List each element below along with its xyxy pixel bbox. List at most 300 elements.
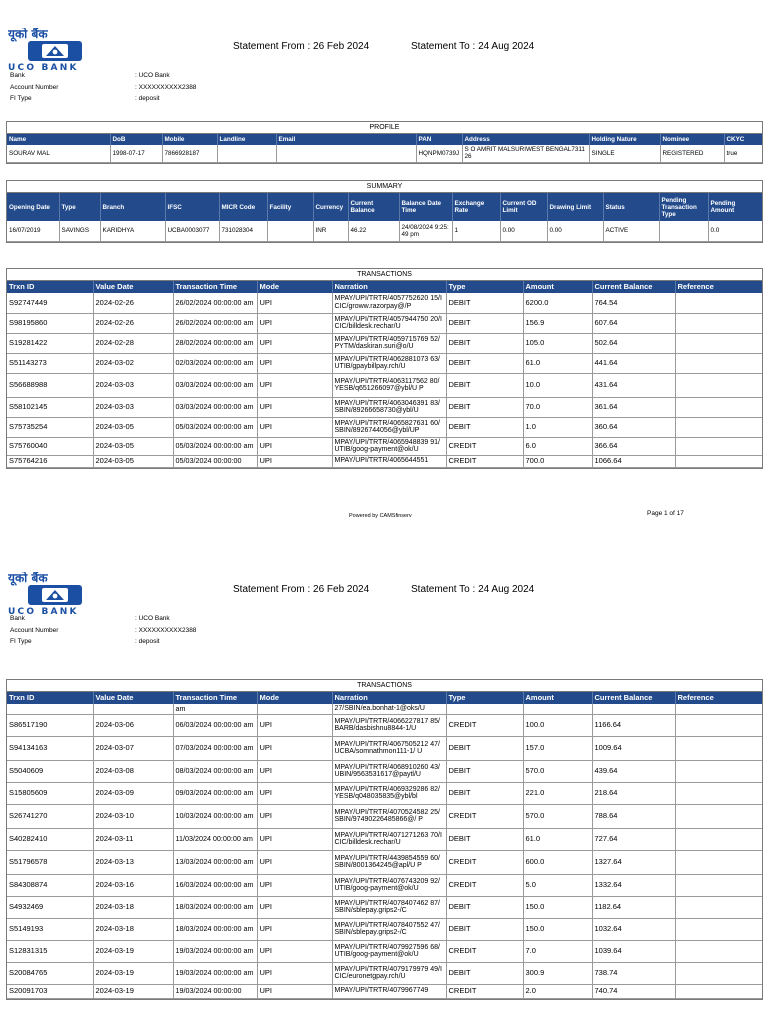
transaction-time-cell: 13/03/2024 00:00:00 am	[173, 850, 257, 874]
narration-cell: MPAY/UPI/TRTR/4059715769 52/PYTM/daskiran.suri@o/U	[332, 333, 446, 353]
narration-cell: MPAY/UPI/TRTR/4078407462 87/SBIN/sblepay.grips2-/C	[332, 896, 446, 918]
narration-cell: MPAY/UPI/TRTR/4079967749	[332, 984, 446, 998]
type-cell: DEBIT	[446, 333, 523, 353]
trxn-id-cell: S75760040	[7, 437, 93, 455]
type-cell: DEBIT	[446, 760, 523, 782]
logo-hindi-text: यूको बैंक	[8, 28, 48, 41]
summary-cell: 16/07/2019	[7, 221, 59, 241]
transaction-time-cell: 03/03/2024 00:00:00 am	[173, 397, 257, 417]
reference-cell	[675, 962, 762, 984]
narration-cell: 27/SBIN/ea.bonhat-1@oks/U	[332, 704, 446, 714]
mode-cell: UPI	[257, 455, 332, 467]
summary-table	[6, 180, 763, 243]
current-balance-cell: 764.54	[592, 293, 675, 313]
transaction-row	[7, 714, 762, 736]
meta-label: Bank	[10, 72, 25, 79]
mode-cell: UPI	[257, 962, 332, 984]
type-cell: DEBIT	[446, 828, 523, 850]
transactions-column-header: Amount	[523, 281, 592, 293]
transactions-column-header: Current Balance	[592, 281, 675, 293]
powered-by: Powered by CAMSfinserv	[349, 513, 412, 519]
transactions-column-header: Reference	[675, 281, 762, 293]
reference-cell	[675, 455, 762, 467]
current-balance-cell: 439.64	[592, 760, 675, 782]
summary-column-header: Branch	[100, 193, 165, 221]
transaction-row	[7, 397, 762, 417]
current-balance-cell: 1009.64	[592, 736, 675, 760]
amount-cell: 7.0	[523, 940, 592, 962]
type-cell: CREDIT	[446, 804, 523, 828]
logo-english-text: UCO BANK	[8, 607, 79, 616]
transaction-row	[7, 373, 762, 397]
profile-column-header: Holding Nature	[589, 134, 660, 145]
meta-row-account-number	[10, 627, 196, 639]
reference-cell	[675, 896, 762, 918]
transactions-column-header: Trxn ID	[7, 692, 93, 704]
trxn-id-cell: S26741270	[7, 804, 93, 828]
meta-value: : UCO Bank	[135, 615, 170, 622]
transaction-row	[7, 850, 762, 874]
value-date-cell: 2024-03-05	[93, 417, 173, 437]
transactions-column-header: Value Date	[93, 692, 173, 704]
reference-cell	[675, 313, 762, 333]
transactions-column-header: Reference	[675, 692, 762, 704]
value-date-cell: 2024-03-11	[93, 828, 173, 850]
trxn-id-cell: S98195860	[7, 313, 93, 333]
reference-cell	[675, 353, 762, 373]
amount-cell	[523, 704, 592, 714]
trxn-id-cell: S56688988	[7, 373, 93, 397]
trxn-id-cell: S51143273	[7, 353, 93, 373]
mode-cell: UPI	[257, 804, 332, 828]
transaction-time-cell: 06/03/2024 00:00:00 am	[173, 714, 257, 736]
profile-cell	[276, 145, 416, 162]
value-date-cell: 2024-03-03	[93, 397, 173, 417]
reference-cell	[675, 874, 762, 896]
transactions-column-header: Amount	[523, 692, 592, 704]
meta-row-fi-type	[10, 638, 196, 650]
mode-cell: UPI	[257, 940, 332, 962]
transaction-row	[7, 417, 762, 437]
transaction-time-cell: 18/03/2024 00:00:00 am	[173, 896, 257, 918]
summary-data-row	[7, 221, 762, 241]
narration-cell: MPAY/UPI/TRTR/4068910260 43/UBIN/9563531617@paytl/U	[332, 760, 446, 782]
profile-cell: S O AMRIT MALSURIWEST BENGAL731126	[462, 145, 589, 162]
type-cell: DEBIT	[446, 397, 523, 417]
type-cell: DEBIT	[446, 962, 523, 984]
current-balance-cell: 607.64	[592, 313, 675, 333]
value-date-cell: 2024-03-09	[93, 782, 173, 804]
summary-cell: 0.0	[708, 221, 762, 241]
statement-from: Statement From : 26 Feb 2024	[233, 41, 370, 52]
trxn-id-cell: S94134163	[7, 736, 93, 760]
profile-column-header: Mobile	[162, 134, 217, 145]
summary-column-header: Type	[59, 193, 100, 221]
summary-column-header: Currency	[313, 193, 348, 221]
mode-cell: UPI	[257, 373, 332, 397]
amount-cell: 1.0	[523, 417, 592, 437]
summary-column-header: Current Balance	[348, 193, 399, 221]
current-balance-cell: 740.74	[592, 984, 675, 998]
transactions-header-row	[7, 281, 762, 293]
summary-column-header: Drawing Limit	[547, 193, 603, 221]
transaction-time-cell: 05/03/2024 00:00:00	[173, 455, 257, 467]
profile-column-header: Landline	[217, 134, 276, 145]
amount-cell: 150.0	[523, 918, 592, 940]
amount-cell: 10.0	[523, 373, 592, 397]
current-balance-cell: 1066.64	[592, 455, 675, 467]
trxn-id-cell: S12831315	[7, 940, 93, 962]
summary-cell: 0.00	[500, 221, 547, 241]
amount-cell: 150.0	[523, 896, 592, 918]
narration-cell: MPAY/UPI/TRTR/4063117562 80/YESB/q651266097@ybl/U P	[332, 373, 446, 397]
profile-header-row	[7, 134, 762, 145]
transaction-row	[7, 437, 762, 455]
reference-cell	[675, 782, 762, 804]
transaction-time-cell: 07/03/2024 00:00:00 am	[173, 736, 257, 760]
amount-cell: 6200.0	[523, 293, 592, 313]
amount-cell: 700.0	[523, 455, 592, 467]
summary-column-header: Facility	[267, 193, 313, 221]
mode-cell: UPI	[257, 850, 332, 874]
current-balance-cell: 361.64	[592, 397, 675, 417]
summary-cell: SAVINGS	[59, 221, 100, 241]
mode-cell: UPI	[257, 353, 332, 373]
reference-cell	[675, 714, 762, 736]
transaction-row	[7, 962, 762, 984]
reference-cell	[675, 704, 762, 714]
summary-column-header: IFSC	[165, 193, 219, 221]
type-cell: CREDIT	[446, 437, 523, 455]
reference-cell	[675, 293, 762, 313]
mode-cell	[257, 704, 332, 714]
type-cell: CREDIT	[446, 984, 523, 998]
statement-to: Statement To : 24 Aug 2024	[411, 584, 535, 595]
meta-value: : XXXXXXXXXX2388	[135, 83, 197, 91]
transactions-column-header: Type	[446, 692, 523, 704]
summary-cell: 731028304	[219, 221, 267, 241]
summary-column-header: Current OD Limit	[500, 193, 547, 221]
summary-title: SUMMARY	[7, 181, 762, 193]
meta-label: Account Number	[10, 626, 59, 634]
value-date-cell: 2024-03-18	[93, 918, 173, 940]
value-date-cell: 2024-03-19	[93, 984, 173, 998]
transaction-time-cell: 05/03/2024 00:00:00 am	[173, 437, 257, 455]
transaction-time-cell: 03/03/2024 00:00:00 am	[173, 373, 257, 397]
transaction-row	[7, 455, 762, 467]
narration-cell: MPAY/UPI/TRTR/4079927596 68/UTIB/goog-payment@ok/U	[332, 940, 446, 962]
profile-cell: 1998-07-17	[110, 145, 162, 162]
reference-cell	[675, 333, 762, 353]
current-balance-cell: 431.64	[592, 373, 675, 397]
trxn-id-cell: S15805609	[7, 782, 93, 804]
summary-cell: 24/08/2024 9:25:49 pm	[399, 221, 452, 241]
transaction-row	[7, 828, 762, 850]
transaction-row	[7, 804, 762, 828]
reference-cell	[675, 437, 762, 455]
transaction-time-cell: 28/02/2024 00:00:00 am	[173, 333, 257, 353]
current-balance-cell: 1327.64	[592, 850, 675, 874]
type-cell: DEBIT	[446, 373, 523, 397]
summary-cell	[659, 221, 708, 241]
amount-cell: 156.9	[523, 313, 592, 333]
amount-cell: 570.0	[523, 804, 592, 828]
meta-label: FI Type	[10, 638, 32, 645]
profile-column-header: Nominee	[660, 134, 724, 145]
narration-cell: MPAY/UPI/TRTR/4079179979 49/ICIC/euronetgpay.rch/U	[332, 962, 446, 984]
transaction-row	[7, 760, 762, 782]
amount-cell: 157.0	[523, 736, 592, 760]
amount-cell: 61.0	[523, 353, 592, 373]
type-cell: DEBIT	[446, 313, 523, 333]
type-cell: DEBIT	[446, 417, 523, 437]
value-date-cell: 2024-03-19	[93, 940, 173, 962]
logo-english-text: UCO BANK	[8, 63, 79, 72]
trxn-id-cell: S19281422	[7, 333, 93, 353]
value-date-cell: 2024-03-08	[93, 760, 173, 782]
transaction-time-cell: 16/03/2024 00:00:00 am	[173, 874, 257, 896]
summary-cell: UCBA0003077	[165, 221, 219, 241]
current-balance-cell: 1332.64	[592, 874, 675, 896]
reference-cell	[675, 417, 762, 437]
current-balance-cell: 1039.64	[592, 940, 675, 962]
summary-cell: 46.22	[348, 221, 399, 241]
profile-table	[6, 121, 763, 164]
meta-row-account-number	[10, 84, 196, 96]
profile-title: PROFILE	[7, 122, 762, 134]
logo-hindi-text: यूको बैंक	[8, 572, 48, 585]
current-balance-cell: 727.64	[592, 828, 675, 850]
transaction-time-cell: 19/03/2024 00:00:00	[173, 984, 257, 998]
trxn-id-cell: S92747449	[7, 293, 93, 313]
transaction-row	[7, 984, 762, 998]
transactions-title: TRANSACTIONS	[7, 680, 762, 692]
current-balance-cell: 1166.64	[592, 714, 675, 736]
trxn-id-cell: S75735254	[7, 417, 93, 437]
transaction-time-cell: 08/03/2024 00:00:00 am	[173, 760, 257, 782]
narration-cell: MPAY/UPI/TRTR/4065644551	[332, 455, 446, 467]
mode-cell: UPI	[257, 896, 332, 918]
summary-column-header: Status	[603, 193, 659, 221]
current-balance-cell: 366.64	[592, 437, 675, 455]
transactions-column-header: Type	[446, 281, 523, 293]
trxn-id-cell: S4932469	[7, 896, 93, 918]
narration-cell: MPAY/UPI/TRTR/4076743209 92/UTIB/goog-payment@ok/U	[332, 874, 446, 896]
transaction-row	[7, 940, 762, 962]
transactions-table-page-1	[6, 268, 763, 469]
narration-cell: MPAY/UPI/TRTR/4070524582 25/SBIN/97490226485866@/ P	[332, 804, 446, 828]
mode-cell: UPI	[257, 293, 332, 313]
statement-from: Statement From : 26 Feb 2024	[233, 584, 370, 595]
profile-data-row	[7, 145, 762, 162]
value-date-cell: 2024-03-05	[93, 455, 173, 467]
meta-row-bank	[10, 72, 196, 84]
narration-cell: MPAY/UPI/TRTR/4067505212 47/UCBA/somnathmon111-1/ U	[332, 736, 446, 760]
summary-column-header: Pending Transaction Type	[659, 193, 708, 221]
meta-value: : deposit	[135, 638, 160, 645]
trxn-id-cell: S86517190	[7, 714, 93, 736]
transaction-time-cell: 19/03/2024 00:00:00 am	[173, 940, 257, 962]
mode-cell: UPI	[257, 984, 332, 998]
meta-label: Account Number	[10, 83, 59, 91]
transaction-time-cell: 05/03/2024 00:00:00 am	[173, 417, 257, 437]
transaction-row	[7, 353, 762, 373]
mode-cell: UPI	[257, 417, 332, 437]
transaction-time-cell: 26/02/2024 00:00:00 am	[173, 313, 257, 333]
profile-column-header: Address	[462, 134, 589, 145]
transactions-column-header: Transaction Time	[173, 692, 257, 704]
narration-cell: MPAY/UPI/TRTR/4066227817 85/BARB/dasbishnu8844-1/U	[332, 714, 446, 736]
reference-cell	[675, 984, 762, 998]
meta-value: : XXXXXXXXXX2388	[135, 626, 197, 634]
mode-cell: UPI	[257, 760, 332, 782]
transactions-column-header: Mode	[257, 281, 332, 293]
profile-cell: REGISTERED	[660, 145, 724, 162]
narration-cell: MPAY/UPI/TRTR/4065948839 91/UTIB/goog-payment@ok/U	[332, 437, 446, 455]
mode-cell: UPI	[257, 437, 332, 455]
transaction-row	[7, 313, 762, 333]
narration-cell: MPAY/UPI/TRTR/4065827631 60/SBIN/8926744056@ybl/UP	[332, 417, 446, 437]
reference-cell	[675, 940, 762, 962]
reference-cell	[675, 804, 762, 828]
profile-cell: 7866928187	[162, 145, 217, 162]
statement-to: Statement To : 24 Aug 2024	[411, 41, 535, 52]
reference-cell	[675, 828, 762, 850]
reference-cell	[675, 918, 762, 940]
value-date-cell: 2024-03-18	[93, 896, 173, 918]
transaction-time-cell: 19/03/2024 00:00:00 am	[173, 962, 257, 984]
amount-cell: 105.0	[523, 333, 592, 353]
transaction-row	[7, 704, 762, 714]
trxn-id-cell: S20091703	[7, 984, 93, 998]
amount-cell: 5.0	[523, 874, 592, 896]
mode-cell: UPI	[257, 313, 332, 333]
reference-cell	[675, 373, 762, 397]
summary-column-header: Balance Date Time	[399, 193, 452, 221]
amount-cell: 61.0	[523, 828, 592, 850]
reference-cell	[675, 850, 762, 874]
amount-cell: 300.9	[523, 962, 592, 984]
current-balance-cell	[592, 704, 675, 714]
meta-row-bank	[10, 615, 196, 627]
meta-label: Bank	[10, 615, 25, 622]
narration-cell: MPAY/UPI/TRTR/4071271263 70/ICIC/billdesk.rechar/U	[332, 828, 446, 850]
amount-cell: 221.0	[523, 782, 592, 804]
transaction-row	[7, 874, 762, 896]
mode-cell: UPI	[257, 782, 332, 804]
summary-column-header: MICR Code	[219, 193, 267, 221]
transaction-row	[7, 782, 762, 804]
trxn-id-cell: S51796578	[7, 850, 93, 874]
type-cell: DEBIT	[446, 736, 523, 760]
transactions-header-row	[7, 692, 762, 704]
transaction-time-cell: 02/03/2024 00:00:00 am	[173, 353, 257, 373]
type-cell: CREDIT	[446, 874, 523, 896]
transactions-column-header: Value Date	[93, 281, 173, 293]
amount-cell: 2.0	[523, 984, 592, 998]
meta-value: : deposit	[135, 95, 160, 102]
summary-cell: INR	[313, 221, 348, 241]
summary-column-header: Pending Amount	[708, 193, 762, 221]
value-date-cell: 2024-03-06	[93, 714, 173, 736]
transaction-row	[7, 896, 762, 918]
profile-column-header: Name	[7, 134, 110, 145]
uco-bank-logo	[8, 28, 128, 72]
current-balance-cell: 738.74	[592, 962, 675, 984]
transactions-table-page-2	[6, 679, 763, 1000]
profile-cell	[217, 145, 276, 162]
trxn-id-cell: S75764216	[7, 455, 93, 467]
mode-cell: UPI	[257, 874, 332, 896]
trxn-id-cell: S40282410	[7, 828, 93, 850]
meta-value: : UCO Bank	[135, 72, 170, 79]
value-date-cell: 2024-03-02	[93, 353, 173, 373]
type-cell: CREDIT	[446, 455, 523, 467]
profile-column-header: Email	[276, 134, 416, 145]
type-cell: DEBIT	[446, 782, 523, 804]
trxn-id-cell: S5040609	[7, 760, 93, 782]
summary-column-header: Opening Date	[7, 193, 59, 221]
profile-column-header: CKYC	[724, 134, 762, 145]
trxn-id-cell	[7, 704, 93, 714]
transaction-row	[7, 293, 762, 313]
mode-cell: UPI	[257, 714, 332, 736]
summary-cell: 0.00	[547, 221, 603, 241]
value-date-cell: 2024-03-19	[93, 962, 173, 984]
summary-header-row	[7, 193, 762, 221]
type-cell: CREDIT	[446, 940, 523, 962]
transaction-time-cell: 09/03/2024 00:00:00 am	[173, 782, 257, 804]
transactions-column-header: Transaction Time	[173, 281, 257, 293]
transaction-time-cell: 26/02/2024 00:00:00 am	[173, 293, 257, 313]
current-balance-cell: 441.64	[592, 353, 675, 373]
transactions-title: TRANSACTIONS	[7, 269, 762, 281]
type-cell: DEBIT	[446, 918, 523, 940]
transaction-row	[7, 736, 762, 760]
current-balance-cell: 360.64	[592, 417, 675, 437]
profile-cell: true	[724, 145, 762, 162]
narration-cell: MPAY/UPI/TRTR/4439854559 60/SBIN/8001364245@apl/U P	[332, 850, 446, 874]
account-meta	[10, 615, 196, 650]
reference-cell	[675, 760, 762, 782]
transactions-column-header: Narration	[332, 281, 446, 293]
transaction-time-cell: 11/03/2024 00:00:00 am	[173, 828, 257, 850]
current-balance-cell: 788.64	[592, 804, 675, 828]
type-cell: DEBIT	[446, 293, 523, 313]
profile-column-header: DoB	[110, 134, 162, 145]
reference-cell	[675, 736, 762, 760]
type-cell: DEBIT	[446, 896, 523, 918]
current-balance-cell: 1182.64	[592, 896, 675, 918]
value-date-cell: 2024-03-03	[93, 373, 173, 397]
mode-cell: UPI	[257, 333, 332, 353]
summary-column-header: Exchange Rate	[452, 193, 500, 221]
trxn-id-cell: S20084765	[7, 962, 93, 984]
summary-cell: KARIDHYA	[100, 221, 165, 241]
narration-cell: MPAY/UPI/TRTR/4062881073 63/UTIB/gpaybillpay.rch/U	[332, 353, 446, 373]
value-date-cell: 2024-03-13	[93, 850, 173, 874]
type-cell: DEBIT	[446, 353, 523, 373]
transactions-column-header: Mode	[257, 692, 332, 704]
transactions-column-header: Trxn ID	[7, 281, 93, 293]
mode-cell: UPI	[257, 918, 332, 940]
narration-cell: MPAY/UPI/TRTR/4069329286 82/YESB/q048035835@ybl/bl	[332, 782, 446, 804]
transactions-column-header: Narration	[332, 692, 446, 704]
statement-page-2	[0, 564, 768, 1024]
transaction-time-cell: 18/03/2024 00:00:00 am	[173, 918, 257, 940]
profile-column-header: PAN	[416, 134, 462, 145]
type-cell	[446, 704, 523, 714]
